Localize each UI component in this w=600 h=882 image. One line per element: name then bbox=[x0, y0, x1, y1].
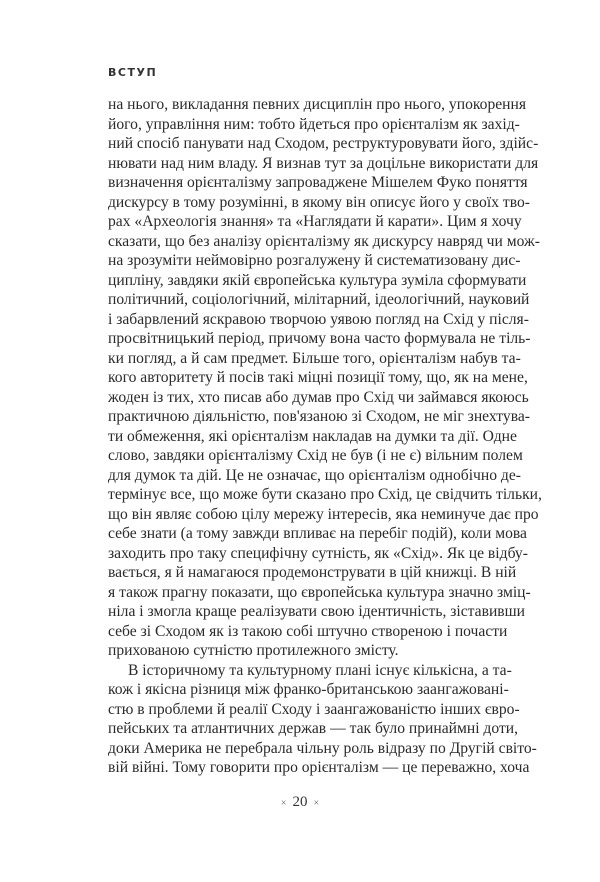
text-line: жоден із тих, хто писав або думав про Схід чи займався якоюсь bbox=[108, 388, 529, 406]
text-line: пейських та атлантичних держав — так було принаймні доти, bbox=[108, 720, 519, 737]
text-line: політичний, соціологічний, мілітарний, ідеологічний, науковий bbox=[108, 291, 530, 308]
body-text bbox=[108, 95, 542, 778]
ornament-left: × bbox=[280, 798, 287, 809]
text-line: практичною діяльністю, пов'язаною зі Сходом, не міг знехтува- bbox=[108, 408, 530, 425]
text-line: що він являє собою цілу мережу інтересів, яка неминуче дає про bbox=[108, 505, 539, 523]
text-line: слово, завдяки орієнталізму Схід не був (і не є) вільним полем bbox=[108, 447, 523, 464]
text-line: ніла і змогла краще реалізувати свою ідентичність, зіставивши bbox=[108, 603, 526, 620]
text-line: кого авторитету й посів такі міцні позиції тому, що, як на мене, bbox=[108, 369, 528, 386]
text-line: ти обмеження, які орієнталізм накладав на думки та дії. Одне bbox=[108, 427, 517, 445]
paragraph bbox=[108, 95, 542, 661]
text-line: прихованою сутністю протилежного змісту. bbox=[108, 642, 399, 659]
text-line: на нього, викладання певних дисциплін про нього, упокорення bbox=[108, 96, 527, 113]
text-line: визначення орієнталізму запроваджене Мішелем Фуко поняття bbox=[108, 174, 528, 191]
text-line: ципліну, завдяки якій європейська культура зуміла сформувати bbox=[108, 271, 527, 289]
text-line: вій війні. Тому говорити про орієнталізм — це переважно, хоча bbox=[108, 759, 530, 776]
text-line: себе зі Сходом як із такою собі штучно створеною і почасти bbox=[108, 622, 508, 640]
running-header: ВСТУП bbox=[108, 66, 158, 79]
text-line: вається, я й намагаюся продемонструвати в цій книжці. В ній bbox=[108, 564, 517, 581]
text-line: ний спосіб панувати над Сходом, реструктуровувати його, здійс- bbox=[108, 135, 539, 152]
text-line: термінує все, що може бути сказано про Схід, це свідчить тільки, bbox=[108, 486, 542, 503]
paragraph bbox=[108, 661, 537, 778]
text-line: і забарвлений яскравою творчою уявою погляд на Схід у після- bbox=[108, 310, 529, 328]
text-line: дискурсу в тому розумінні, в якому він описує його у своїх тво- bbox=[108, 193, 530, 211]
text-line: себе знати (а тому завжди впливає на перебіг подій), коли мова bbox=[108, 525, 527, 542]
text-line: його, управління ним: тобто йдеться про орієнталізм як захід- bbox=[108, 115, 520, 133]
text-line: я також прагну показати, що європейська культура значно зміц- bbox=[108, 583, 531, 601]
text-line: кож і якісна різниця між франко-британською заангажовані- bbox=[108, 681, 509, 698]
text-line: В історичному та культурному плані існує кількісна, а та- bbox=[128, 661, 512, 679]
text-line: для думок та дій. Це не означає, що орієнталізм однобічно де- bbox=[108, 466, 521, 484]
text-line: стю в проблеми й реалії Сходу і заангажованістю інших євро- bbox=[108, 700, 520, 718]
text-line: рах «Археологія знання» та «Наглядати й карати». Цим я хочу bbox=[108, 213, 522, 230]
page-number bbox=[0, 794, 600, 811]
text-line: на зрозуміти неймовірно розгалужену й систематизовану дис- bbox=[108, 252, 521, 269]
text-line: ки погляд, а й сам предмет. Більше того, орієнталізм набув та- bbox=[108, 349, 521, 367]
text-line: сказати, що без аналізу орієнталізму як дискурсу навряд чи мож- bbox=[108, 232, 540, 250]
ornament-right: × bbox=[313, 798, 320, 809]
page-number-value: 20 bbox=[292, 794, 308, 810]
text-line: просвітницький період, причому вона часто формувала не тіль- bbox=[108, 330, 531, 347]
text-line: заходить про таку специфічну сутність, як «Схід». Як це відбу- bbox=[108, 544, 528, 562]
text-line: нювати над ним владу. Я визнав тут за доцільне використати для bbox=[108, 154, 539, 172]
text-line: доки Америка не перебрала чільну роль відразу по Другій світо- bbox=[108, 739, 537, 757]
